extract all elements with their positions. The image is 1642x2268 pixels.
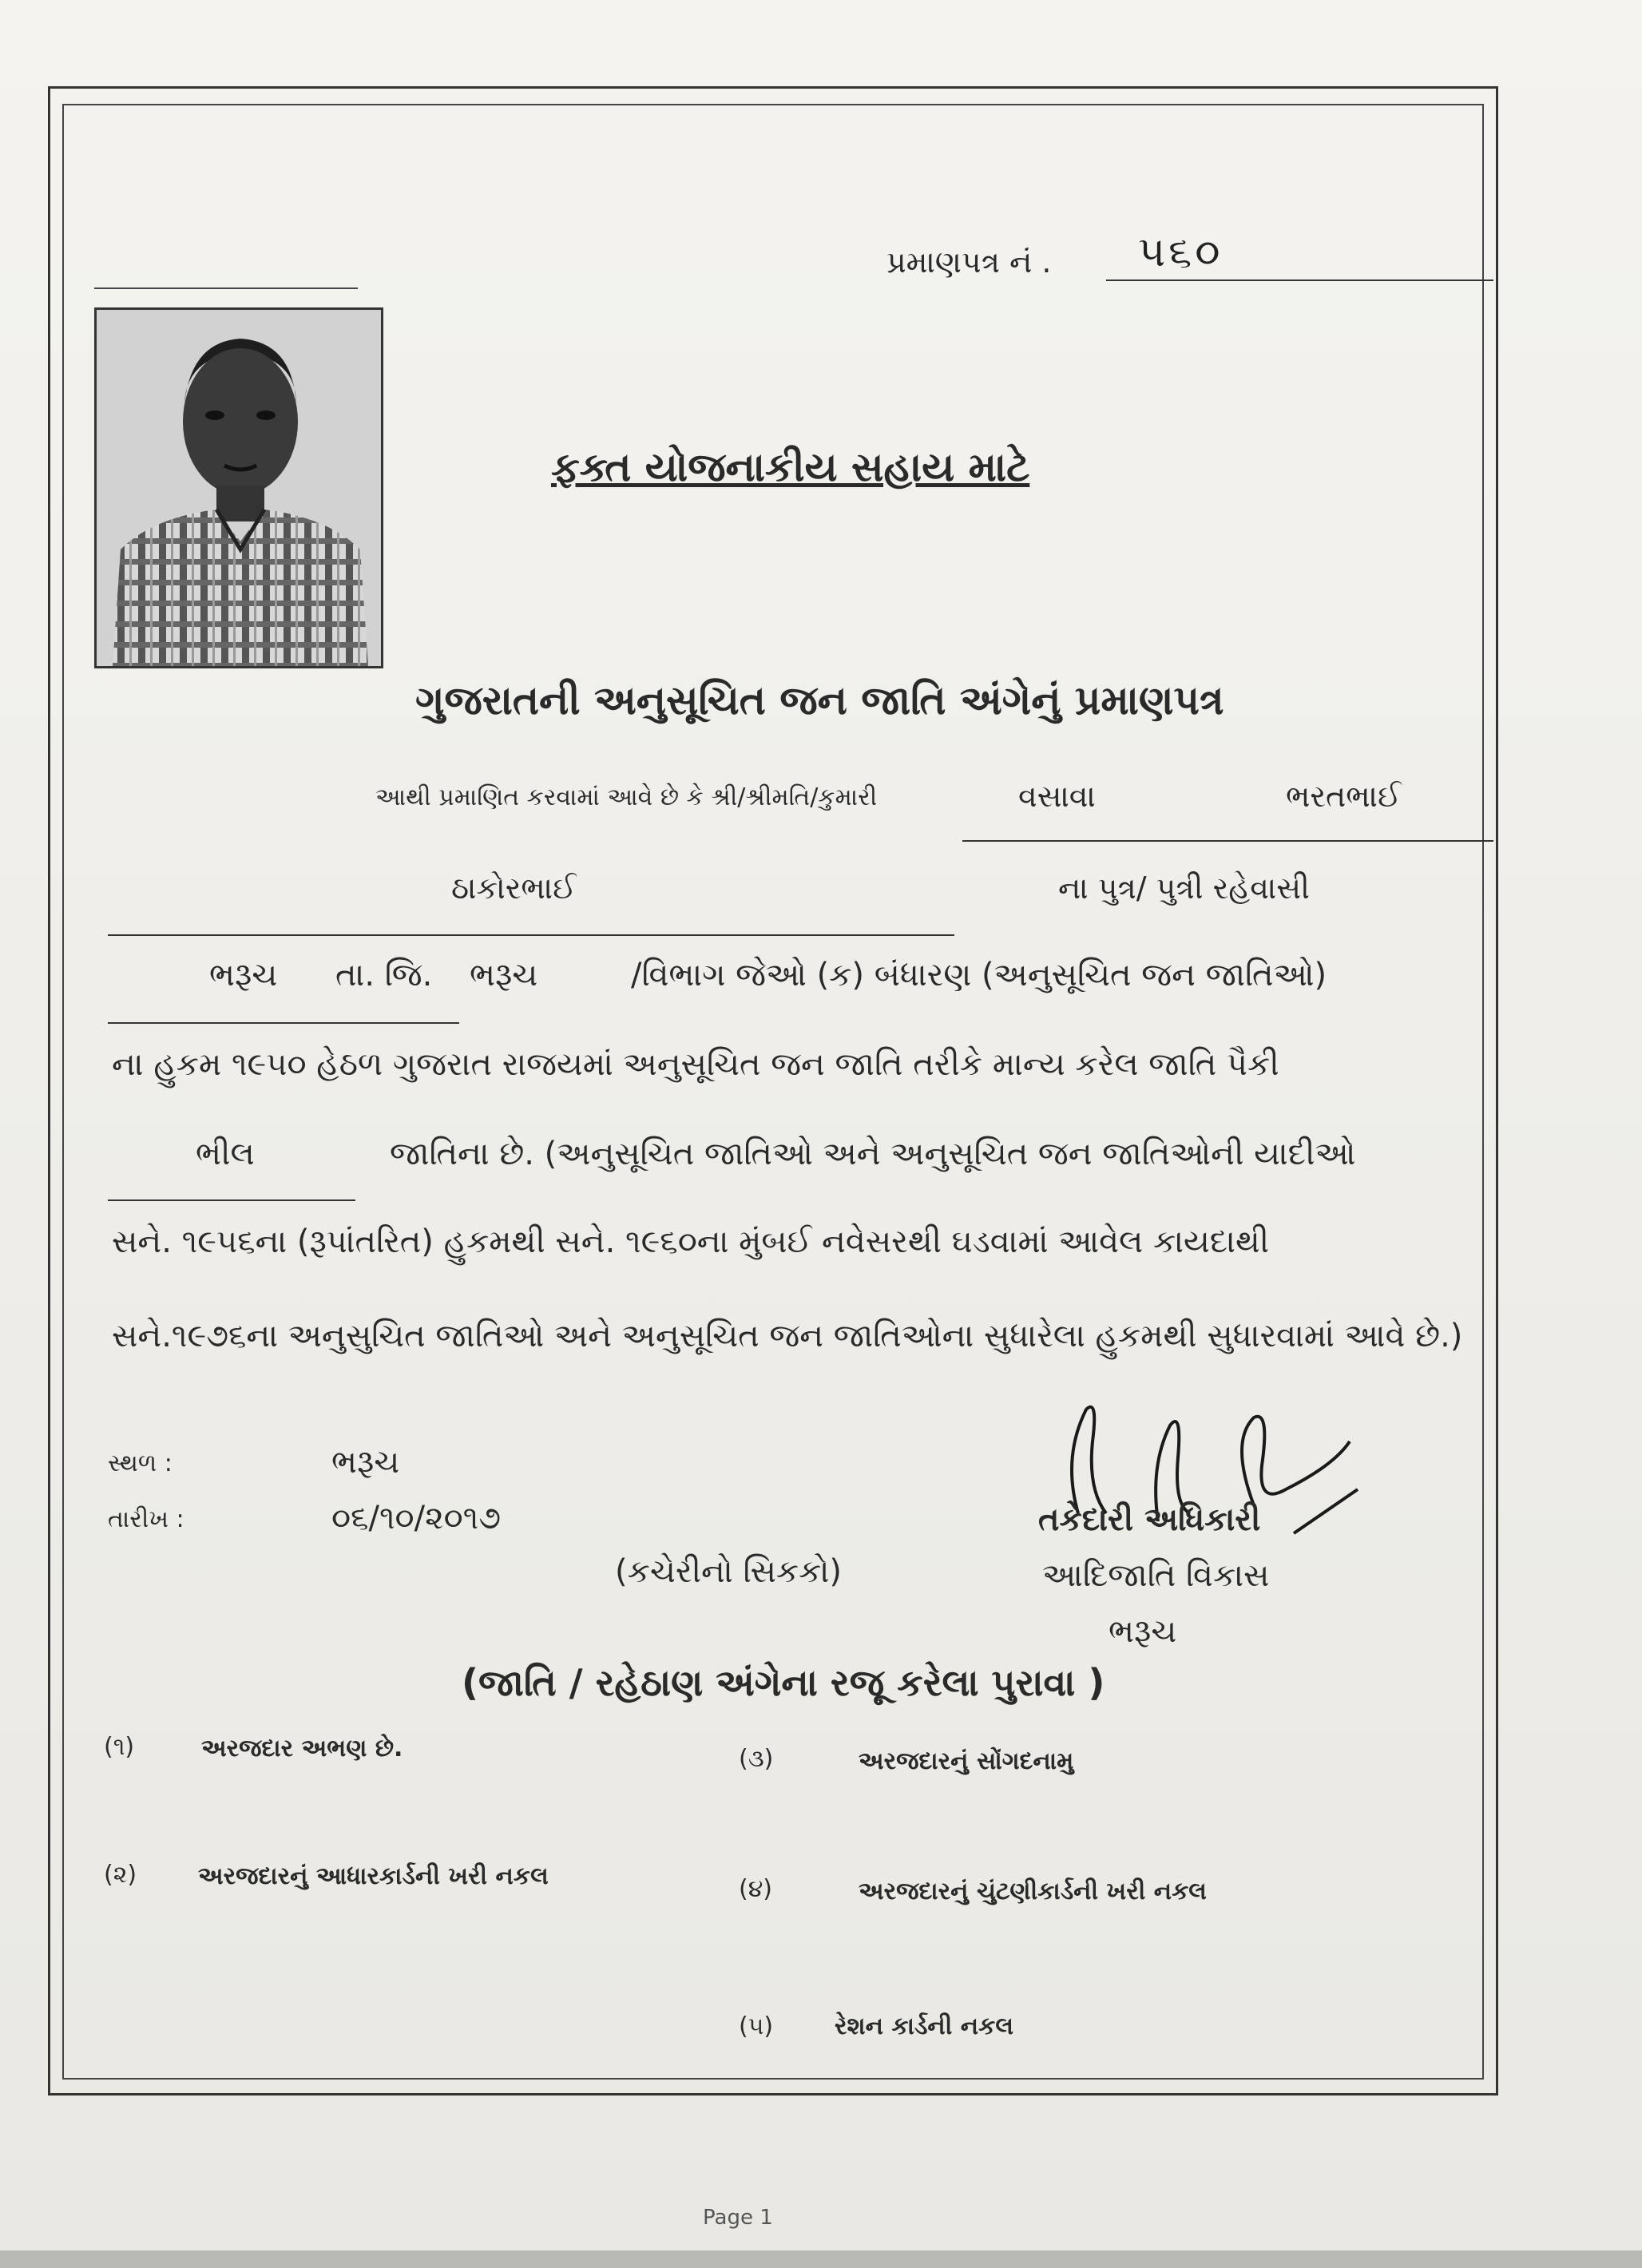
address-underline bbox=[108, 1022, 459, 1024]
portrait-image bbox=[97, 310, 381, 666]
caste-name: ભીલ bbox=[196, 1136, 255, 1172]
scan-edge bbox=[0, 2250, 1642, 2268]
officer-place: ભરૂચ bbox=[1109, 1613, 1177, 1650]
scheme-heading: ફક્ત યોજનાકીય સહાય માટે bbox=[551, 444, 1030, 490]
evidence-heading: (જાતિ / રહેઠાણ અંગેના રજૂ કરેલા પુરાવા ) bbox=[462, 1661, 1105, 1704]
officer-department: આદિજાતિ વિકાસ bbox=[1042, 1557, 1270, 1594]
date-value: ૦૬/૧૦/૨૦૧૭ bbox=[331, 1500, 502, 1536]
father-name: ઠાકોરભાઈ bbox=[451, 870, 577, 906]
certificate-number-value: ૫૬૦ bbox=[1138, 228, 1224, 276]
certificate-title: ગુજરાતની અનુસૂચિત જન જાતિ અંગેનું પ્રમાણપત્ર bbox=[415, 677, 1224, 724]
father-name-underline bbox=[108, 934, 954, 936]
evidence-item-number: (૫) bbox=[739, 2012, 774, 2040]
name-underline bbox=[962, 840, 1493, 842]
certify-prefix-text: આથી પ્રમાણિત કરવામાં આવે છે કે શ્રી/શ્રીમતિ/કુમારી bbox=[375, 783, 878, 811]
caste-statement-text: જાતિના છે. (અનુસૂચિત જાતિઓ અને અનુસૂચિત જન જાતિઓની યાદીઓ bbox=[390, 1136, 1356, 1172]
order-1950-text: ના હુકમ ૧૯૫૦ હેઠળ ગુજરાત રાજયમાં અનુસૂચિત જન જાતિ તરીકે માન્ય કરેલ જાતિ પૈકી bbox=[112, 1046, 1279, 1083]
place-label: સ્થળ : bbox=[108, 1449, 173, 1477]
district-name: ભરૂચ bbox=[470, 957, 538, 993]
photo-frame-edge bbox=[94, 287, 358, 289]
evidence-item-number: (૪) bbox=[739, 1875, 773, 1903]
order-1956-text: સને. ૧૯૫૬ના (રૂપાંતરિત) હુકમથી સને. ૧૯૬૦ના મુંબઈ નવેસરથી ઘડવામાં આવેલ કાયદાથી bbox=[112, 1223, 1270, 1260]
evidence-item-text: અરજદારનું સોંગદનામુ bbox=[859, 1747, 1074, 1775]
order-1976-text: સને.૧૯૭૬ના અનુસુચિત જાતિઓ અને અનુસૂચિત જન જાતિઓના સુધારેલા હુકમથી સુધારવામાં આવે છે.) bbox=[112, 1318, 1463, 1354]
officer-title: તકેદારી અધિકારી bbox=[1038, 1501, 1261, 1538]
son-daughter-resident-text: ના પુત્ર/ પુત્રી રહેવાસી bbox=[1058, 870, 1310, 906]
evidence-item-text: અરજદાર અભણ છે. bbox=[201, 1735, 403, 1762]
applicant-photo bbox=[94, 307, 383, 668]
evidence-item-text: રેશન કાર્ડની નકલ bbox=[835, 2012, 1014, 2040]
evidence-item-number: (૧) bbox=[104, 1733, 135, 1761]
office-seal-text: (કચેરીનો સિકકો) bbox=[615, 1553, 843, 1590]
page-number: Page 1 bbox=[703, 2206, 773, 2230]
evidence-item-number: (૩) bbox=[739, 1745, 774, 1773]
evidence-item-text: અરજદારનું ચુંટણીકાર્ડની ખરી નકલ bbox=[859, 1877, 1207, 1905]
evidence-item-text: અરજદારનું આધારકાર્ડની ખરી નકલ bbox=[198, 1862, 549, 1890]
certificate-number-label: પ્રમાણપત્ર નં . bbox=[886, 244, 1052, 280]
taluka-district-label: તા. જિ. bbox=[335, 957, 433, 993]
applicant-surname: વસાવા bbox=[1018, 779, 1096, 814]
place-value: ભરૂચ bbox=[331, 1444, 400, 1481]
date-label: તારીખ : bbox=[108, 1505, 184, 1533]
constitution-order-text: /વિભાગ જેઓ (ક) બંધારણ (અનુસૂચિત જન જાતિઓ) bbox=[631, 957, 1327, 993]
village-name: ભરૂચ bbox=[209, 957, 278, 993]
applicant-first-name: ભરતભાઈ bbox=[1286, 779, 1402, 814]
evidence-item-number: (૨) bbox=[104, 1861, 137, 1889]
certificate-number-underline bbox=[1106, 280, 1493, 281]
caste-underline bbox=[108, 1199, 355, 1201]
